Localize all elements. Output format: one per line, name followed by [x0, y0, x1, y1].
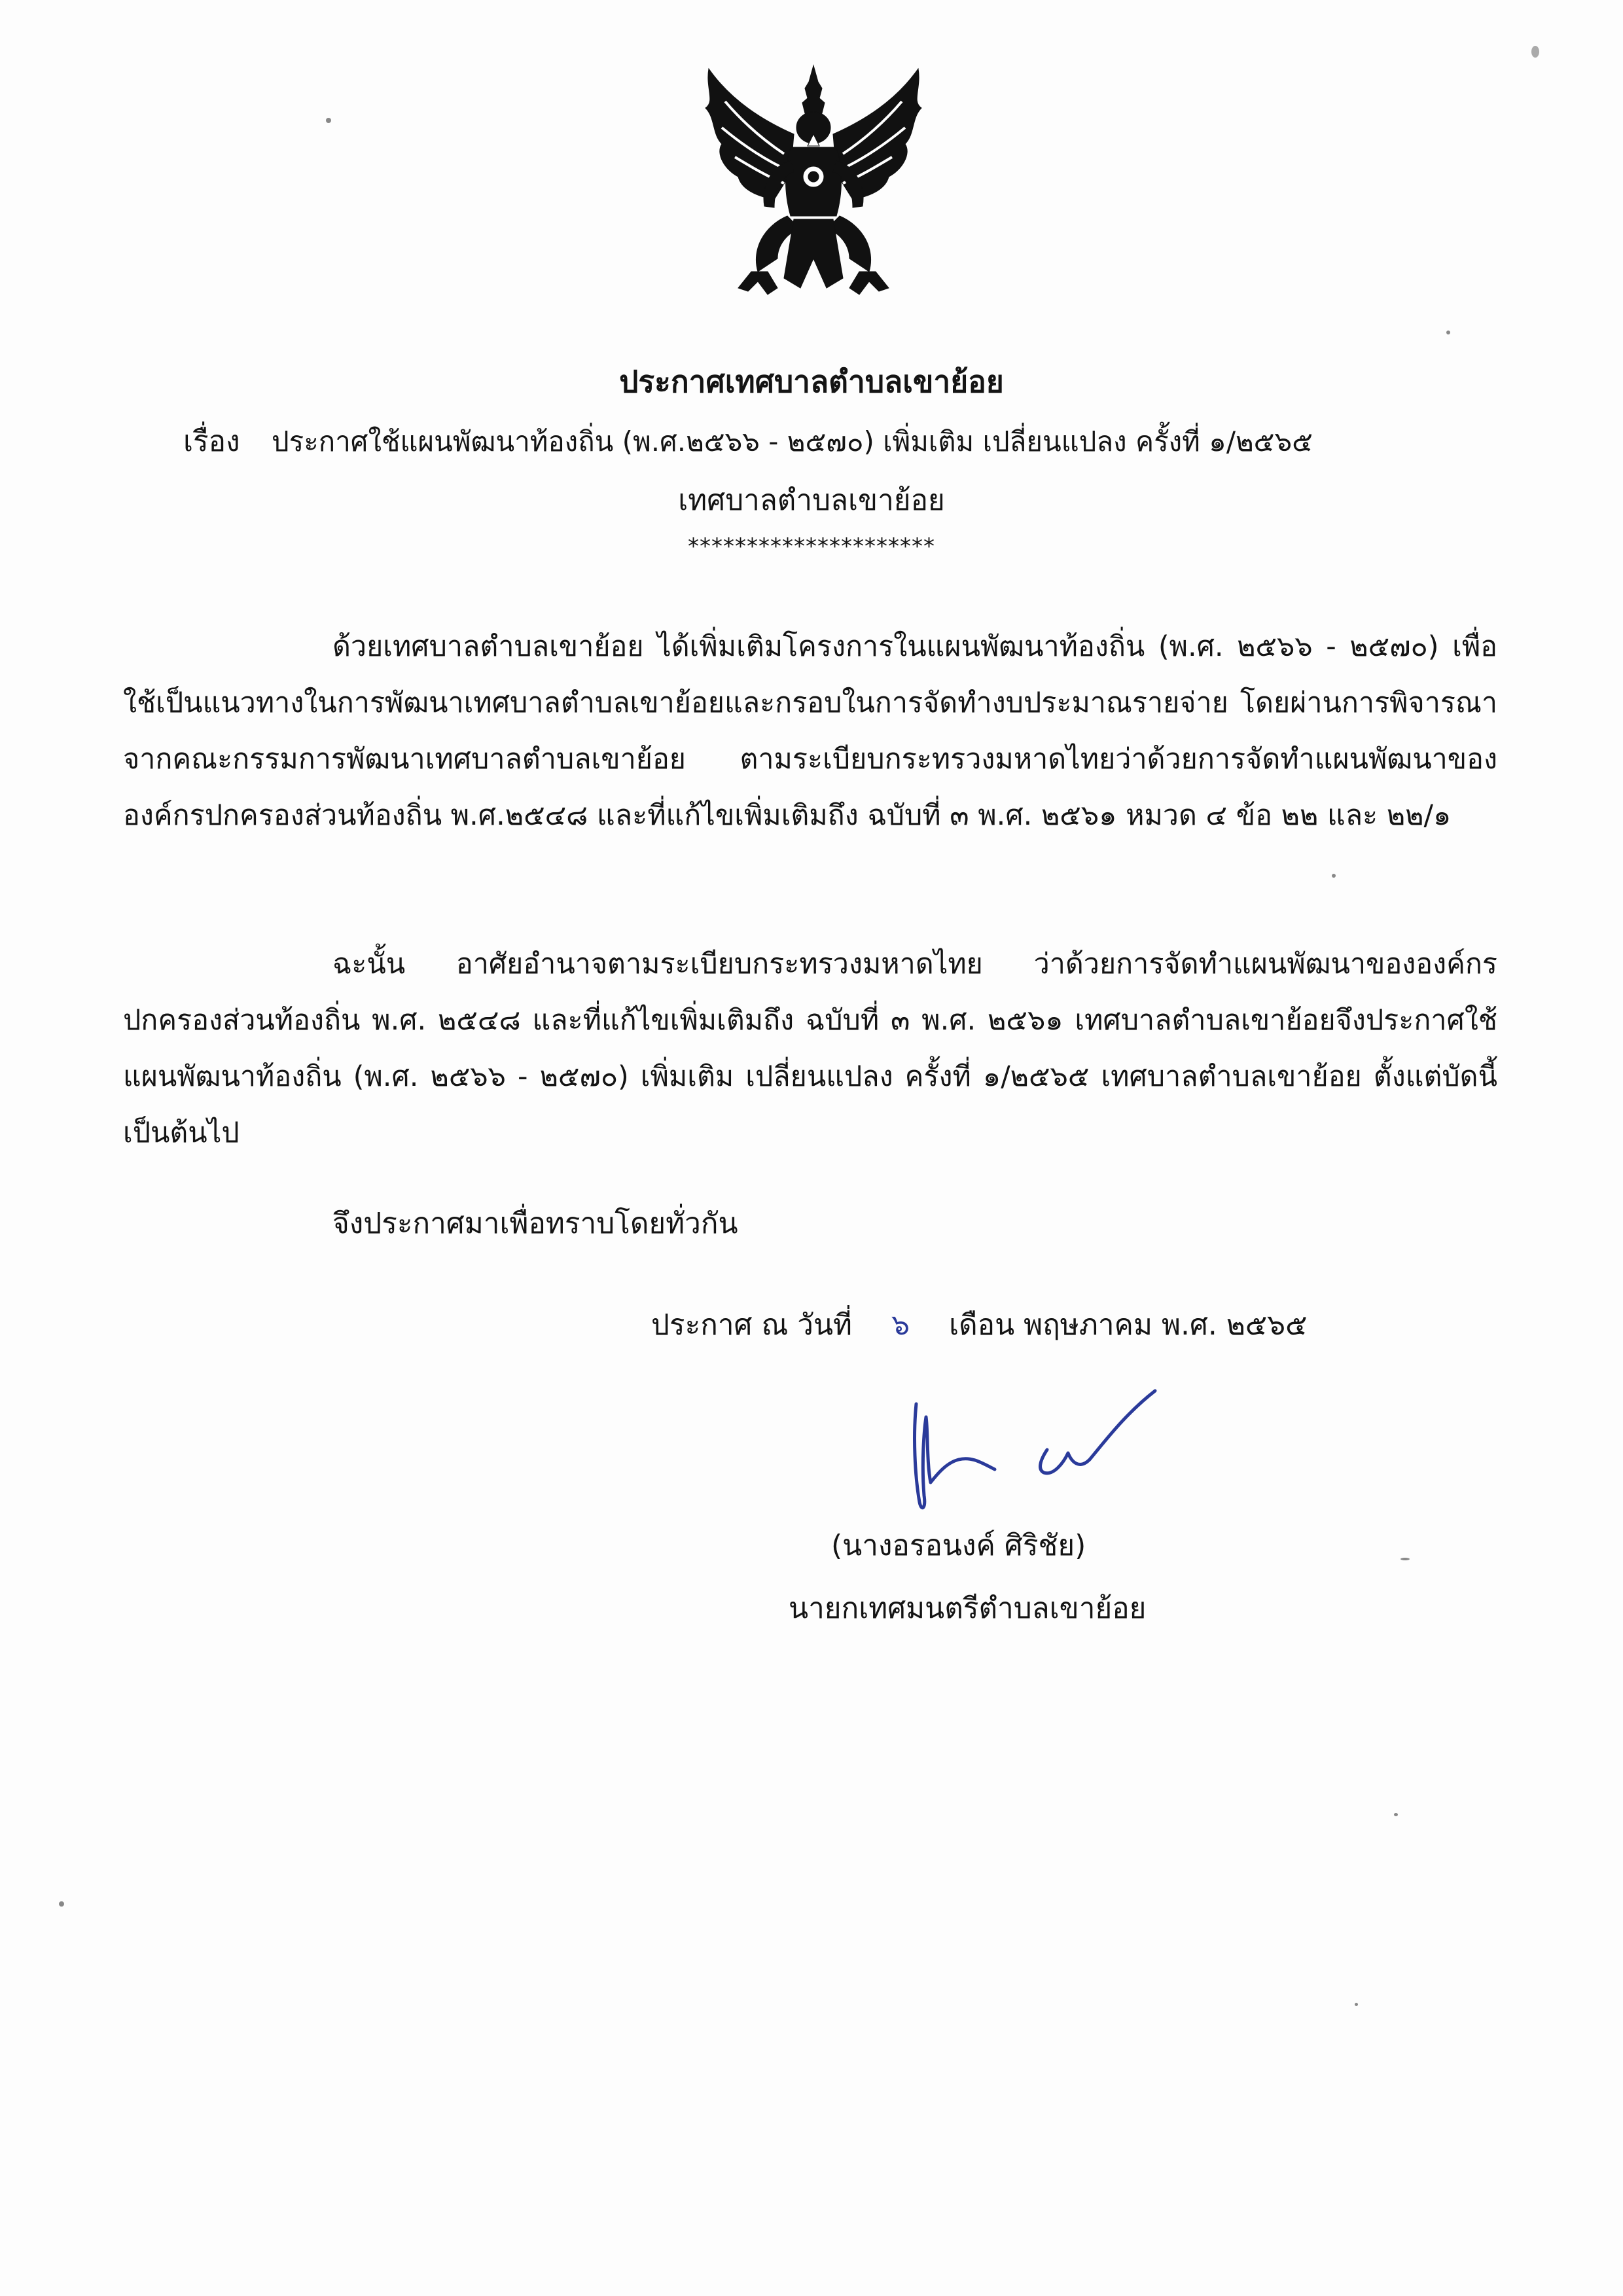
- paper-speck: [1355, 2003, 1358, 2006]
- closing-statement: จึงประกาศมาเพื่อทราบโดยทั่วกัน: [332, 1207, 738, 1240]
- announcement-date: [651, 1299, 1307, 1352]
- signer-name: (นางอรอนงค์ ศิริชัย): [831, 1529, 1086, 1562]
- date-day-handwritten: ๖: [891, 1308, 910, 1342]
- paper-speck: [1446, 331, 1450, 334]
- document-title: ประกาศเทศบาลตำบลเขาย้อย: [619, 364, 1004, 399]
- handwritten-signature: [897, 1378, 1171, 1528]
- organization-name: เทศบาลตำบลเขาย้อย: [678, 484, 945, 517]
- separator-line: *********************: [688, 533, 935, 560]
- date-suffix: เดือน พฤษภาคม พ.ศ. ๒๕๖๕: [949, 1308, 1308, 1342]
- subject-label: เรื่อง: [183, 425, 240, 458]
- paper-speck: [326, 118, 331, 123]
- paper-speck: [1531, 46, 1539, 58]
- paper-speck: [1394, 1813, 1398, 1816]
- paper-speck: [1400, 1558, 1410, 1560]
- subject-line: [183, 419, 1313, 465]
- date-prefix: ประกาศ ณ วันที่: [651, 1308, 853, 1342]
- paper-speck: [1332, 874, 1336, 878]
- paper-speck: [59, 1901, 64, 1907]
- garuda-emblem-icon: [686, 62, 941, 301]
- body-paragraph-1: ด้วยเทศบาลตำบลเขาย้อย ได้เพิ่มเติมโครงการในแผนพัฒนาท้องถิ่น (พ.ศ. ๒๕๖๖ - ๒๕๗๐) เพื่อใช้เป็นแนวทางในการพัฒนาเทศบาลตำบลเขาย้อยและกรอบในการจัดทำงบประมาณรายจ่าย โดยผ่านการพิจารณาจากคณะกรรมการพัฒนาเทศบาลตำบลเขาย้อย ตามระเบียบกระทรวงมหาดไทยว่าด้วยการจัดทำแผนพัฒนาขององค์กรปกครองส่วนท้องถิ่น พ.ศ.๒๕๔๘ และที่แก้ไขเพิ่มเติมถึง ฉบับที่ ๓ พ.ศ. ๒๕๖๑ หมวด ๔ ข้อ ๒๒ และ ๒๒/๑: [123, 630, 1497, 832]
- subject-text: ประกาศใช้แผนพัฒนาท้องถิ่น (พ.ศ.๒๕๖๖ - ๒๕๗๐) เพิ่มเติม เปลี่ยนแปลง ครั้งที่ ๑/๒๕๖๕: [272, 425, 1313, 457]
- body-paragraph-2: ฉะนั้น อาศัยอำนาจตามระเบียบกระทรวงมหาดไทย ว่าด้วยการจัดทำแผนพัฒนาขององค์กรปกครองส่วนท้องถิ่น พ.ศ. ๒๕๔๘ และที่แก้ไขเพิ่มเติมถึง ฉบับที่ ๓ พ.ศ. ๒๕๖๑ เทศบาลตำบลเขาย้อยจึงประกาศใช้แผนพัฒนาท้องถิ่น (พ.ศ. ๒๕๖๖ - ๒๕๗๐) เพิ่มเติม เปลี่ยนแปลง ครั้งที่ ๑/๒๕๖๕ เทศบาลตำบลเขาย้อย ตั้งแต่บัดนี้เป็นต้นไป: [123, 948, 1497, 1149]
- signer-title: นายกเทศมนตรีตำบลเขาย้อย: [789, 1592, 1147, 1625]
